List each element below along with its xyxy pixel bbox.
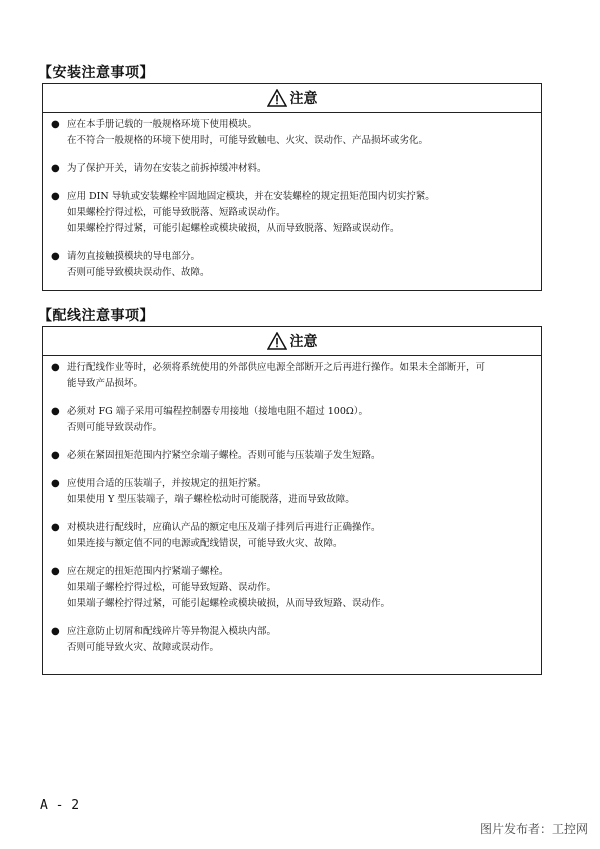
item-text [67,448,381,464]
item-line: 应用 DIN 导轨或安装螺栓牢固地固定模块，并在安装螺栓的规定扭矩范围内切实拧紧。 [67,191,435,202]
bullet-icon: ● [51,566,60,577]
page-number: A - 2 [40,798,80,813]
bullet-icon: ● [51,251,60,262]
wiring-caution-box [42,326,542,675]
install-item-list [43,113,541,281]
list-item [51,476,529,508]
item-text [67,189,435,237]
item-line: 请勿直接触摸模块的导电部分。 [67,251,201,262]
warning-triangle-icon [267,89,287,107]
item-text [67,117,428,149]
item-line: 如果连接与额定值不同的电源或配线错误，可能导致火灾、故障。 [67,538,343,549]
install-caution-header [43,84,541,113]
item-line: 应在规定的扭矩范围内拧紧端子螺栓。 [67,566,229,577]
item-text [67,520,381,552]
bullet-icon: ● [51,119,60,130]
item-line: 应注意防止切屑和配线碎片等异物混入模块内部。 [67,626,277,637]
list-item [51,404,529,436]
list-item [51,189,529,237]
bullet-icon: ● [51,626,60,637]
item-line: 在不符合一般规格的环境下使用时，可能导致触电、火灾、误动作、产品损坏或劣化。 [67,135,429,146]
wiring-caution-label: 注意 [289,334,318,350]
item-line: 能导致产品损坏。 [67,378,144,389]
item-line: 如果螺栓拧得过松，可能导致脱落、短路或误动作。 [67,207,286,218]
wiring-caution-header [43,327,541,356]
item-text [67,476,355,508]
list-item [51,360,529,392]
item-line: 如果端子螺栓拧得过松，可能导致短路、误动作。 [67,582,277,593]
item-line: 对模块进行配线时，应确认产品的额定电压及端子排列后再进行正确操作。 [67,522,381,533]
list-item [51,117,529,149]
item-line: 进行配线作业等时，必须将系统使用的外部供应电源全部断开之后再进行操作。如果未全部断开，可 [67,362,486,373]
warning-triangle-icon [267,332,287,350]
item-line: 必须对 FG 端子采用可编程控制器专用接地（接地电阻不超过 100Ω）。 [67,406,368,417]
item-line: 应在本手册记载的一般规格环境下使用模块。 [67,119,258,130]
item-line: 如果使用 Y 型压装端子，端子螺栓松动时可能脱落，进而导致故障。 [67,494,355,505]
image-credit: 图片发布者：工控网 [479,822,588,836]
bullet-icon: ● [51,406,60,417]
item-text [67,161,267,177]
item-line: 否则可能导致误动作。 [67,422,163,433]
item-line: 否则可能导致模块误动作、故障。 [67,267,210,278]
item-line: 否则可能导致火灾、故障或误动作。 [67,642,220,653]
item-text [67,564,390,612]
install-caution-label: 注意 [289,91,318,107]
item-text [67,624,276,656]
wiring-item-list [43,356,541,656]
bullet-icon: ● [51,478,60,489]
list-item [51,161,529,177]
list-item [51,249,529,281]
wiring-section-title: 【配线注意事项】 [38,308,154,324]
list-item [51,564,529,612]
item-text [67,249,210,281]
install-section-title: 【安装注意事项】 [38,65,154,81]
item-text [67,360,485,392]
list-item [51,520,529,552]
bullet-icon: ● [51,362,60,373]
list-item [51,448,529,464]
bullet-icon: ● [51,163,60,174]
item-line: 应使用合适的压装端子，并按规定的扭矩拧紧。 [67,478,267,489]
list-item [51,624,529,656]
item-line: 如果端子螺栓拧得过紧，可能引起螺栓或模块破损，从而导致短路、误动作。 [67,598,391,609]
item-text [67,404,368,436]
item-line: 为了保护开关，请勿在安装之前拆掉缓冲材料。 [67,163,267,174]
item-line: 必须在紧固扭矩范围内拧紧空余端子螺栓。否则可能与压装端子发生短路。 [67,450,381,461]
bullet-icon: ● [51,191,60,202]
install-caution-box [42,83,542,291]
bullet-icon: ● [51,522,60,533]
bullet-icon: ● [51,450,60,461]
item-line: 如果螺栓拧得过紧，可能引起螺栓或模块破损，从而导致脱落、短路或误动作。 [67,223,400,234]
